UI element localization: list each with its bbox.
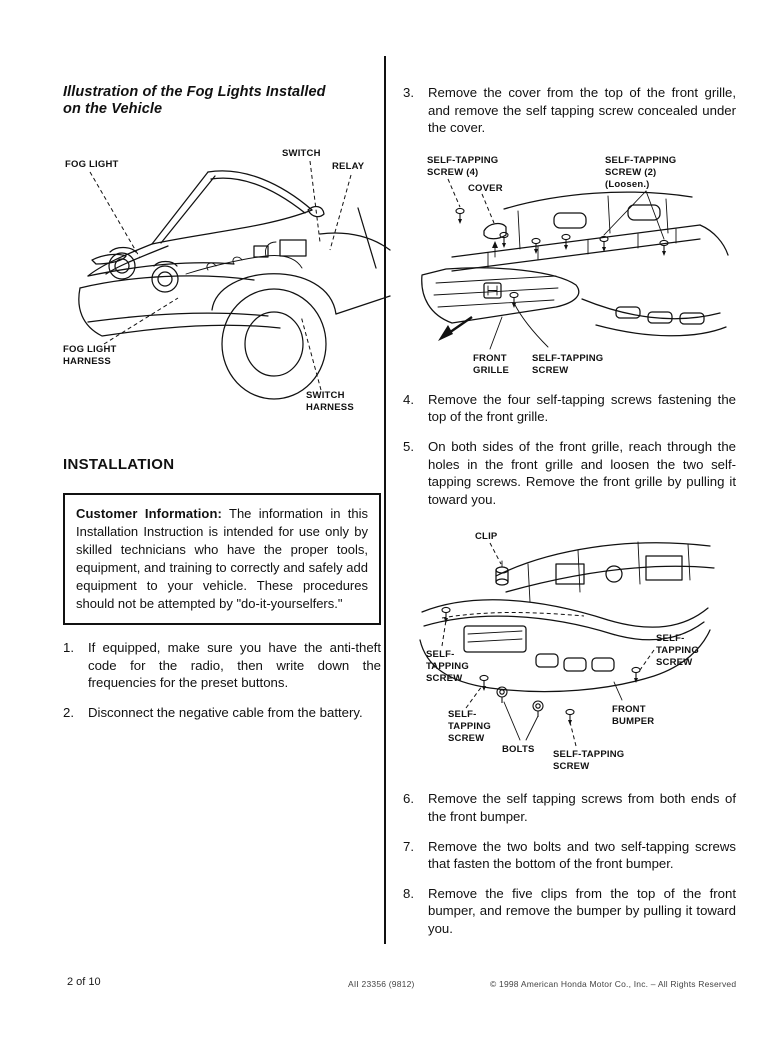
installation-heading: INSTALLATION bbox=[63, 456, 175, 473]
customer-information-text: The information in this Installation Instruction is intended for use only by skilled technicians who have the proper tools, equipment, and training to correctly and safely add equipment to your vehicle. These procedures should not be attempted by "do-it-yourselfers." bbox=[76, 506, 368, 611]
step-8-text: Remove the five clips from the top of the front bumper, and remove the bumper by pulling it toward you. bbox=[428, 885, 736, 936]
label-self-tapping-screw-4-line1: SELF-TAPPING bbox=[427, 154, 499, 166]
copyright-notice: © 1998 American Honda Motor Co., Inc. – All Rights Reserved bbox=[490, 979, 737, 989]
label-screw-left-line1: SELF- bbox=[426, 649, 455, 661]
label-bolts: BOLTS bbox=[502, 744, 535, 756]
steps-right-mid bbox=[403, 391, 736, 509]
label-self-tapping-screw-line2: SCREW bbox=[532, 364, 569, 376]
label-self-tapping-screw-2-line2: SCREW (2) bbox=[605, 166, 657, 178]
step-3 bbox=[403, 84, 736, 137]
label-self-tapping-screw-line1: SELF-TAPPING bbox=[532, 352, 604, 364]
page-number: 2 of 10 bbox=[67, 976, 101, 988]
right-column bbox=[403, 84, 736, 950]
steps-right-bottom bbox=[403, 790, 736, 937]
label-self-tapping-screw-4-line2: SCREW (4) bbox=[427, 166, 479, 178]
label-screw-bottom-line2: SCREW bbox=[553, 761, 590, 773]
left-column bbox=[63, 84, 381, 733]
label-screw-lowerleft-line3: SCREW bbox=[448, 733, 485, 745]
label-screw-right-line3: SCREW bbox=[656, 657, 693, 669]
step-4 bbox=[403, 391, 736, 426]
step-8-number: 8. bbox=[403, 885, 414, 901]
label-front-bumper-line1: FRONT bbox=[612, 704, 646, 716]
step-2-text: Disconnect the negative cable from the battery. bbox=[88, 704, 363, 720]
step-1-number: 1. bbox=[63, 640, 74, 655]
step-4-number: 4. bbox=[403, 391, 414, 407]
label-self-tapping-screw-2-line1: SELF-TAPPING bbox=[605, 154, 677, 166]
label-cover: COVER bbox=[468, 182, 503, 194]
step-8 bbox=[403, 885, 736, 938]
label-front-grille-line1: FRONT bbox=[473, 352, 507, 364]
label-fog-light-harness-2: HARNESS bbox=[63, 356, 111, 367]
label-switch: SWITCH bbox=[282, 148, 321, 159]
label-screw-lowerleft-line1: SELF- bbox=[448, 709, 477, 721]
label-clip: CLIP bbox=[475, 531, 498, 543]
step-7-number: 7. bbox=[403, 838, 414, 854]
step-5-text: On both sides of the front grille, reach through the holes in the front grille and loosen the two self-tapping screws. Remove the front grille by pulling it toward you. bbox=[428, 438, 736, 507]
step-7 bbox=[403, 838, 736, 873]
customer-information-box bbox=[63, 493, 381, 625]
label-fog-light-harness-1: FOG LIGHT bbox=[63, 344, 117, 355]
label-front-grille-line2: GRILLE bbox=[473, 364, 510, 376]
step-3-text: Remove the cover from the top of the front grille, and remove the self tapping screw concealed under the cover. bbox=[428, 85, 736, 136]
label-screw-right-line2: TAPPING bbox=[656, 645, 699, 657]
label-front-bumper-line2: BUMPER bbox=[612, 716, 655, 728]
label-switch-harness-1: SWITCH bbox=[306, 390, 345, 401]
step-2 bbox=[63, 704, 381, 722]
step-5-number: 5. bbox=[403, 438, 414, 454]
step-5 bbox=[403, 438, 736, 508]
front-bumper-illustration bbox=[408, 520, 738, 782]
figure-title-line2: on the Vehicle bbox=[63, 101, 163, 117]
label-screw-left-line2: TAPPING bbox=[426, 661, 469, 673]
label-self-tapping-screw-2-line3: (Loosen.) bbox=[605, 178, 650, 190]
document-code: AII 23356 (9812) bbox=[348, 979, 415, 989]
steps-right-top bbox=[403, 84, 736, 137]
step-7-text: Remove the two bolts and two self-tapping screws that fasten the bottom of the front bumper. bbox=[428, 838, 736, 872]
step-6-text: Remove the self tapping screws from both ends of the front bumper. bbox=[428, 791, 736, 824]
label-screw-left-line3: SCREW bbox=[426, 673, 463, 685]
step-2-number: 2. bbox=[63, 704, 74, 720]
step-1 bbox=[63, 639, 381, 692]
step-3-number: 3. bbox=[403, 85, 414, 100]
step-6 bbox=[403, 790, 736, 825]
figure-title bbox=[63, 84, 381, 118]
label-switch-harness-2: HARNESS bbox=[306, 402, 354, 413]
step-1-text: If equipped, make sure you have the anti-theft code for the radio, then write down the frequencies for the preset buttons. bbox=[88, 640, 381, 691]
label-screw-lowerleft-line2: TAPPING bbox=[448, 721, 491, 733]
label-relay: RELAY bbox=[332, 161, 365, 172]
figure-title-line1: Illustration of the Fog Lights Installed bbox=[63, 84, 326, 100]
front-grille-illustration bbox=[408, 149, 738, 381]
label-screw-right-line1: SELF- bbox=[656, 633, 685, 645]
label-fog-light: FOG LIGHT bbox=[65, 159, 119, 170]
steps-left bbox=[63, 639, 381, 721]
customer-information-label: Customer Information: bbox=[76, 506, 222, 521]
step-6-number: 6. bbox=[403, 791, 414, 807]
step-4-text: Remove the four self-tapping screws fastening the top of the front grille. bbox=[428, 391, 736, 425]
label-screw-bottom-line1: SELF-TAPPING bbox=[553, 749, 625, 761]
vehicle-illustration bbox=[58, 146, 392, 416]
